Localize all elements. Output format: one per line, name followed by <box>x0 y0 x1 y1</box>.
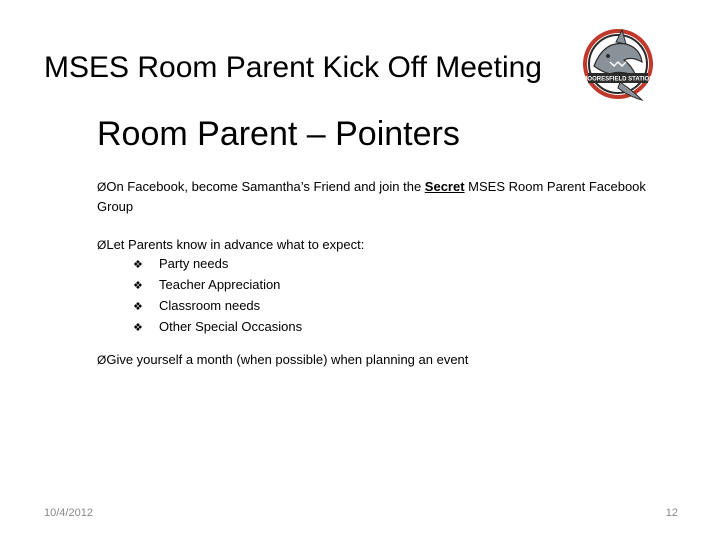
list-item-text: Other Special Occasions <box>159 319 303 334</box>
arrow-bullet-icon: Ø <box>97 238 107 252</box>
page-number: 12 <box>665 507 678 519</box>
list-item <box>133 296 302 317</box>
point-text: Let Parents know in advance what to expect: <box>106 237 365 252</box>
arrow-bullet-icon: Ø <box>97 353 107 367</box>
list-item-text: Classroom needs <box>159 298 261 313</box>
school-logo <box>580 26 656 104</box>
diamond-bullet-icon: ❖ <box>133 322 143 334</box>
arrow-bullet-icon: Ø <box>97 180 107 194</box>
slide-title: MSES Room Parent Kick Off Meeting <box>44 51 542 84</box>
diamond-bullet-icon: ❖ <box>133 301 143 313</box>
emphasis-text: Secret <box>424 179 465 194</box>
diamond-bullet-icon: ❖ <box>133 280 143 292</box>
expectations-list <box>133 254 302 338</box>
list-item-text: Party needs <box>159 256 229 271</box>
footer-date: 10/4/2012 <box>44 507 93 519</box>
point-planning <box>97 350 657 370</box>
point-facebook <box>97 177 657 216</box>
point-text: On Facebook, become Samantha’s Friend and join the <box>106 179 425 194</box>
diamond-bullet-icon: ❖ <box>133 259 143 271</box>
point-expectations <box>97 235 657 255</box>
list-item <box>133 254 302 275</box>
slide-subtitle: Room Parent – Pointers <box>97 115 460 153</box>
logo-banner-text: MOORESFIELD STATION <box>582 76 654 83</box>
point-text: Give yourself a month (when possible) when planning an event <box>106 352 469 367</box>
list-item <box>133 317 302 338</box>
list-item-text: Teacher Appreciation <box>159 277 281 292</box>
list-item <box>133 275 302 296</box>
point-text: MSES Room Parent Facebook Group <box>97 179 646 214</box>
shark-mascot-icon <box>580 26 656 104</box>
